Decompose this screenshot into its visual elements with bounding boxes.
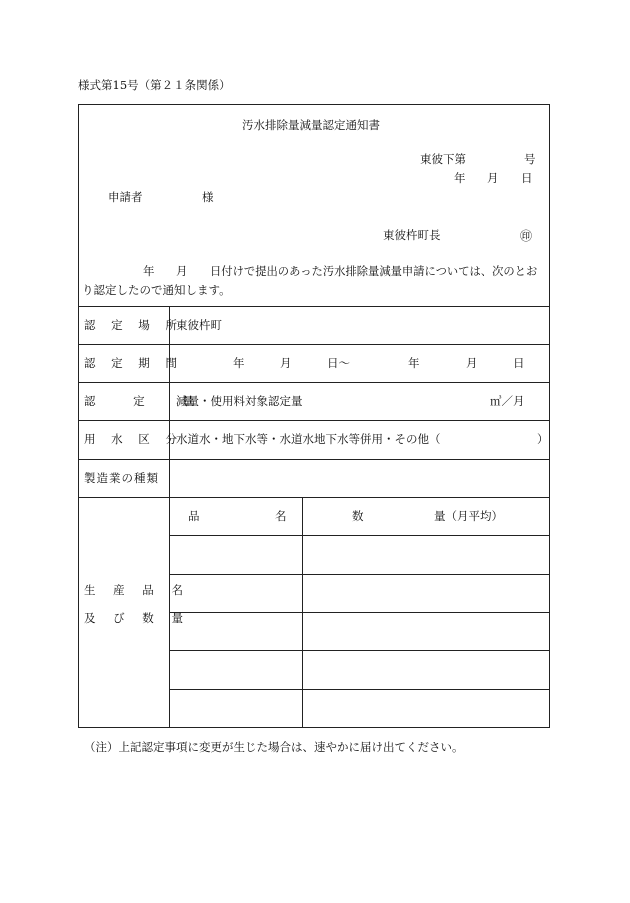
body-month: 月 [176, 264, 188, 278]
body-text-line2: り認定したので通知します。 [82, 283, 231, 297]
period-end-month: 月 [466, 356, 478, 370]
product-row-divider [169, 650, 550, 651]
row-divider [78, 344, 550, 345]
period-start-day: 日～ [327, 356, 350, 370]
row-divider [78, 382, 550, 383]
row-divider [78, 420, 550, 421]
issue-date-month: 月 [487, 171, 499, 185]
period-label: 認 定 期 間 [84, 356, 183, 370]
issuer-number-suffix: 号 [524, 152, 536, 166]
mayor-title: 東彼杵町長 [383, 228, 441, 242]
seal-mark: ㊞ [520, 229, 533, 243]
period-end-year: 年 [408, 356, 420, 370]
table-top-border [78, 306, 550, 307]
amount-label: 認 定 量 [84, 394, 211, 408]
product-column-divider [302, 497, 303, 728]
applicant-honorific: 様 [202, 190, 214, 204]
water-close-paren: ） [537, 432, 549, 446]
form-title: 汚水排除量減量認定通知書 [242, 118, 380, 132]
notice-form [78, 104, 550, 728]
applicant-label: 申請者 [108, 190, 143, 204]
period-start-year: 年 [233, 356, 245, 370]
col-header-qty-a: 数 [352, 509, 364, 523]
period-end-day: 日 [513, 356, 525, 370]
products-label-line1: 生 産 品 名 [84, 583, 190, 597]
col-header-qty-b: 量（月平均） [434, 509, 503, 523]
body-text-line1: 日付けで提出のあった汚水排除量減量申請については、次のとお [210, 265, 538, 278]
water-label: 用 水 区 分 [84, 432, 183, 446]
industry-label: 製造業の種類 [84, 471, 159, 485]
product-row-divider [169, 612, 550, 613]
location-value: 東彼杵町 [176, 318, 222, 332]
col-header-name-b: 名 [275, 509, 287, 523]
period-start-month: 月 [280, 356, 292, 370]
body-year: 年 [143, 264, 155, 278]
row-divider [78, 459, 550, 460]
product-row-divider [169, 535, 550, 536]
products-label-line2: 及 び 数 量 [84, 611, 190, 625]
issue-date-day: 日 [521, 171, 533, 185]
location-label-text: 認 定 場 所 [84, 318, 183, 332]
footnote: （注）上記認定事項に変更が生じた場合は、速やかに届け出てください。 [84, 740, 464, 754]
issuer-number-prefix: 東彼下第 [420, 152, 466, 166]
location-label [84, 318, 183, 332]
product-row-divider [169, 689, 550, 690]
amount-unit: ㎥／月 [490, 394, 525, 408]
product-row-divider [169, 574, 550, 575]
issue-date-year: 年 [454, 171, 466, 185]
amount-value: 減量・使用料対象認定量 [176, 394, 303, 408]
water-value: 水道水・地下水等・水道水地下水等併用・その他（ [176, 432, 441, 446]
col-header-name-a: 品 [188, 509, 200, 523]
form-number: 様式第15号（第２１条関係） [78, 78, 231, 92]
row-divider [78, 497, 550, 498]
